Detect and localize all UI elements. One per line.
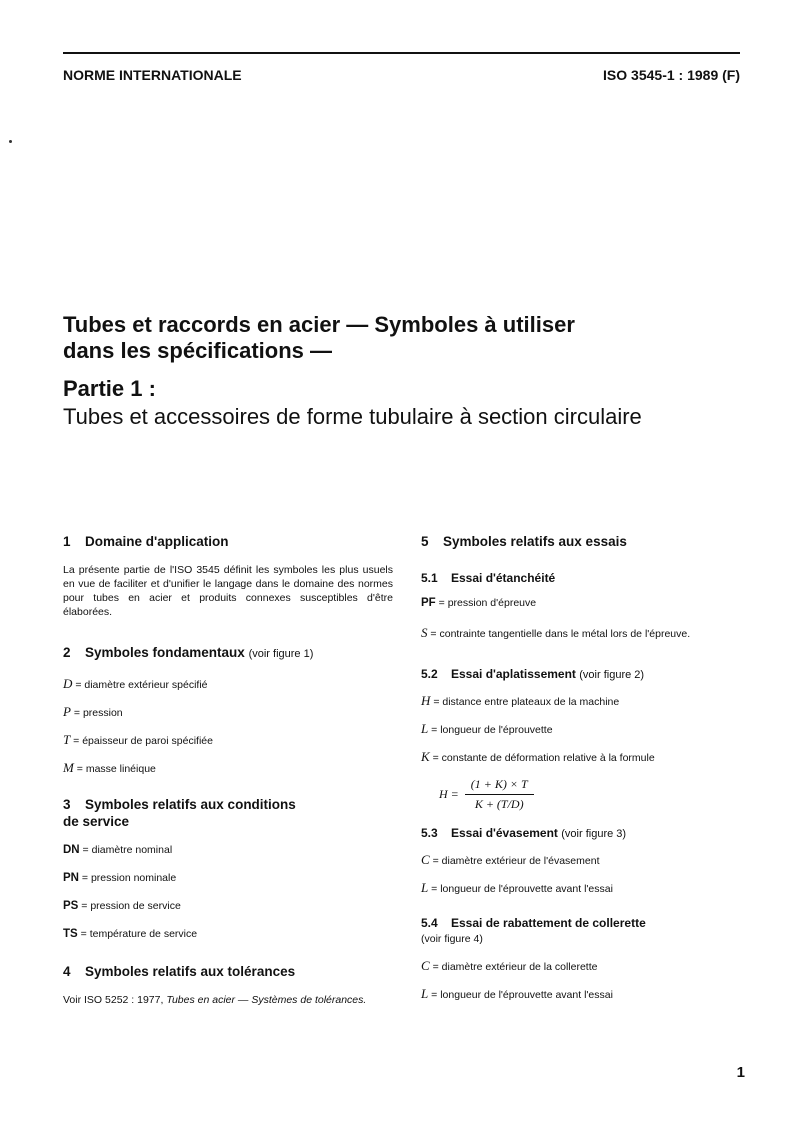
definition-text: longueur de l'éprouvette avant l'essai — [440, 883, 613, 895]
subsection-note: (voir figure 3) — [561, 828, 627, 840]
definition-text: diamètre extérieur spécifié — [84, 679, 208, 691]
equals: = — [432, 855, 439, 867]
section-number: 1 — [63, 534, 71, 549]
definition-row — [421, 852, 751, 880]
part-subtitle: Tubes et accessoires de forme tubulaire à section circulaire — [63, 404, 642, 429]
subsection-number: 5.2 — [421, 667, 438, 681]
equals: = — [80, 928, 87, 940]
definition-text: pression d'épreuve — [447, 597, 537, 609]
document-title — [63, 312, 763, 364]
symbol: PS — [63, 900, 79, 912]
definition-text: diamètre extérieur de l'évasement — [441, 855, 600, 867]
definition-text: pression de service — [90, 900, 181, 912]
subsection-note: (voir figure 2) — [579, 669, 645, 681]
symbol: H — [421, 693, 431, 708]
definition-row — [63, 676, 393, 704]
formula-denominator: K + (T/D) — [474, 797, 524, 811]
section-number: 5 — [421, 534, 429, 549]
definition-text: épaisseur de paroi spécifiée — [82, 735, 213, 747]
section-3-definitions — [63, 844, 393, 956]
reference-title: Tubes en acier — Systèmes de tolérances. — [166, 994, 367, 1006]
equals: = — [73, 735, 80, 747]
subsection-number: 5.1 — [421, 571, 438, 585]
definition-row — [63, 900, 393, 928]
definition-text: longueur de l'éprouvette avant l'essai — [440, 989, 613, 1001]
symbol: C — [421, 852, 430, 867]
flattening-formula — [439, 777, 751, 812]
symbol: L — [421, 986, 429, 1001]
formula-numerator: (1 + K) × T — [465, 777, 534, 795]
subsection-title: Essai d'évasement — [451, 826, 558, 840]
definition-row — [421, 597, 751, 625]
equals: = — [75, 679, 82, 691]
equals: = — [73, 707, 81, 719]
equals: = — [76, 763, 83, 775]
equals: = — [431, 989, 438, 1001]
equals: = — [81, 900, 88, 912]
equals: = — [433, 696, 440, 708]
title-line-1: Tubes et raccords en acier — Symboles à utiliser — [63, 312, 575, 337]
section-title: Symboles fondamentaux — [85, 645, 245, 660]
subsection-number: 5.4 — [421, 916, 438, 930]
definition-row — [421, 721, 751, 749]
subsection-number: 5.3 — [421, 826, 438, 840]
left-column — [63, 534, 393, 1007]
definition-row — [421, 625, 751, 667]
symbol: T — [63, 732, 71, 747]
symbol: DN — [63, 844, 80, 856]
symbol: PN — [63, 872, 79, 884]
definition-text: longueur de l'éprouvette — [440, 724, 553, 736]
definition-text: distance entre plateaux de la machine — [442, 696, 620, 708]
section-2-definitions — [63, 676, 393, 788]
definition-row — [63, 704, 393, 732]
definition-row — [63, 844, 393, 872]
section-title: Symboles relatifs aux essais — [443, 534, 627, 549]
section-5-2-heading — [421, 667, 751, 681]
section-3-heading — [63, 796, 393, 830]
equals: = — [432, 752, 439, 764]
section-title: Domaine d'application — [85, 534, 229, 549]
definition-row — [421, 693, 751, 721]
equals: = — [432, 961, 439, 973]
definition-row — [421, 986, 751, 1014]
definition-row — [421, 880, 751, 916]
equals: = — [431, 883, 438, 895]
formula-lhs: H = — [439, 787, 459, 801]
definition-text: pression nominale — [90, 872, 177, 884]
subsection-title: Essai d'étanchéité — [451, 571, 556, 585]
section-4-text — [63, 993, 393, 1007]
section-number: 4 — [63, 964, 71, 979]
section-4-heading — [63, 964, 393, 979]
symbol: S — [421, 625, 428, 640]
symbol: M — [63, 760, 74, 775]
symbol: L — [421, 880, 429, 895]
section-5-4-heading — [421, 916, 751, 930]
subsection-title: Essai d'aplatissement — [451, 667, 576, 681]
definition-row — [421, 749, 751, 771]
symbol: K — [421, 749, 430, 764]
section-title: Symboles relatifs aux tolérances — [85, 964, 296, 979]
part-label: Partie 1 : — [63, 376, 156, 401]
definition-text: constante de déformation relative à la formule — [441, 752, 655, 764]
equals: = — [431, 724, 438, 736]
section-note: (voir figure 1) — [248, 648, 314, 660]
stray-dot — [9, 140, 12, 143]
equals: = — [82, 844, 89, 856]
definition-text: diamètre nominal — [91, 844, 173, 856]
section-number: 3 — [63, 797, 71, 812]
symbol: C — [421, 958, 430, 973]
section-title-continued: de service — [63, 814, 130, 829]
definition-row — [63, 928, 393, 956]
equals: = — [438, 597, 445, 609]
symbol: D — [63, 676, 73, 691]
symbol: P — [63, 704, 71, 719]
right-column — [421, 534, 751, 1014]
section-1-text: La présente partie de l'ISO 3545 définit les symboles les plus usuels en vue de faciliter et d'unifier le langage dans le domaine des normes pour tubes en acier et produits connexes susceptibles d'être élaborées. — [63, 564, 393, 618]
definition-row — [63, 732, 393, 760]
definition-row — [421, 958, 751, 986]
definition-text: diamètre extérieur de la collerette — [441, 961, 598, 973]
section-number: 2 — [63, 645, 71, 660]
header-left: NORME INTERNATIONALE — [63, 67, 242, 83]
equals: = — [81, 872, 89, 884]
reference-prefix: Voir ISO 5252 : 1977, — [63, 994, 164, 1006]
symbol: TS — [63, 928, 78, 940]
section-5-heading — [421, 534, 751, 549]
symbol: PF — [421, 597, 436, 609]
header-right: ISO 3545-1 : 1989 (F) — [603, 67, 740, 83]
page-number: 1 — [736, 1064, 745, 1081]
definition-text: température de service — [89, 928, 198, 940]
section-1-heading — [63, 534, 393, 549]
section-2-heading — [63, 645, 393, 660]
symbol: L — [421, 721, 429, 736]
section-5-1-heading — [421, 571, 751, 585]
section-title: Symboles relatifs aux conditions — [85, 797, 296, 812]
title-line-2: dans les spécifications — — [63, 338, 332, 363]
definition-text: pression — [82, 707, 123, 719]
definition-text: contrainte tangentielle dans le métal lors de l'épreuve. — [439, 628, 691, 640]
section-5-3-heading — [421, 826, 751, 840]
definition-text: masse linéique — [85, 763, 156, 775]
formula-fraction — [465, 777, 534, 812]
definition-row — [63, 760, 393, 788]
section-5-4-note: (voir figure 4) — [421, 933, 483, 945]
definition-row — [63, 872, 393, 900]
subsection-title: Essai de rabattement de collerette — [451, 916, 646, 930]
header-rule — [63, 52, 740, 54]
equals: = — [430, 628, 437, 640]
